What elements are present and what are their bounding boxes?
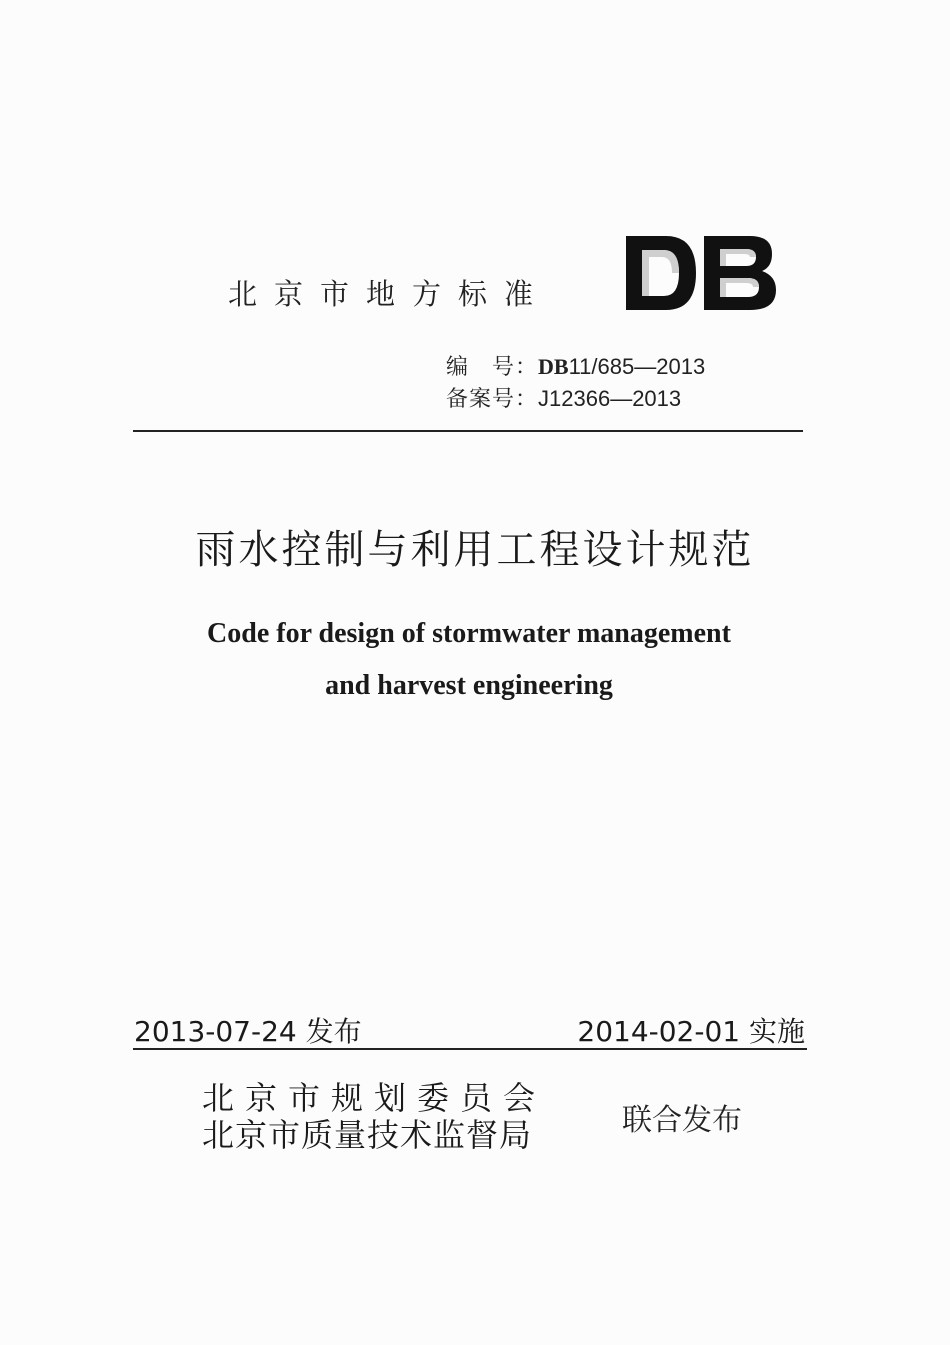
db-logo (622, 232, 778, 314)
standard-number-label: 编 号： (446, 355, 539, 380)
record-number-label: 备案号： (446, 387, 539, 412)
standard-category: 北京市地方标准 (228, 277, 551, 311)
joint-issue-label: 联合发布 (622, 1103, 742, 1138)
divider-bottom (133, 1048, 807, 1050)
divider-top (133, 430, 803, 432)
issuer-planning-commission: 北京市规划委员会 (202, 1079, 547, 1117)
record-number-value: J12366—2013 (538, 386, 682, 411)
issuer-quality-bureau: 北京市质量技术监督局 (202, 1116, 533, 1154)
implement-date: 2014-02-01 实施 (577, 1015, 805, 1048)
record-number (446, 382, 681, 413)
title-english-line1: Code for design of stormwater management (207, 618, 731, 649)
standard-number (446, 350, 705, 381)
title-english-line2: and harvest engineering (325, 670, 613, 701)
standard-number-value: 11/685—2013 (568, 354, 706, 379)
standard-number-prefix: DB (538, 354, 569, 379)
title-chinese: 雨水控制与利用工程设计规范 (195, 527, 755, 573)
issue-date: 2013-07-24 发布 (134, 1015, 362, 1048)
